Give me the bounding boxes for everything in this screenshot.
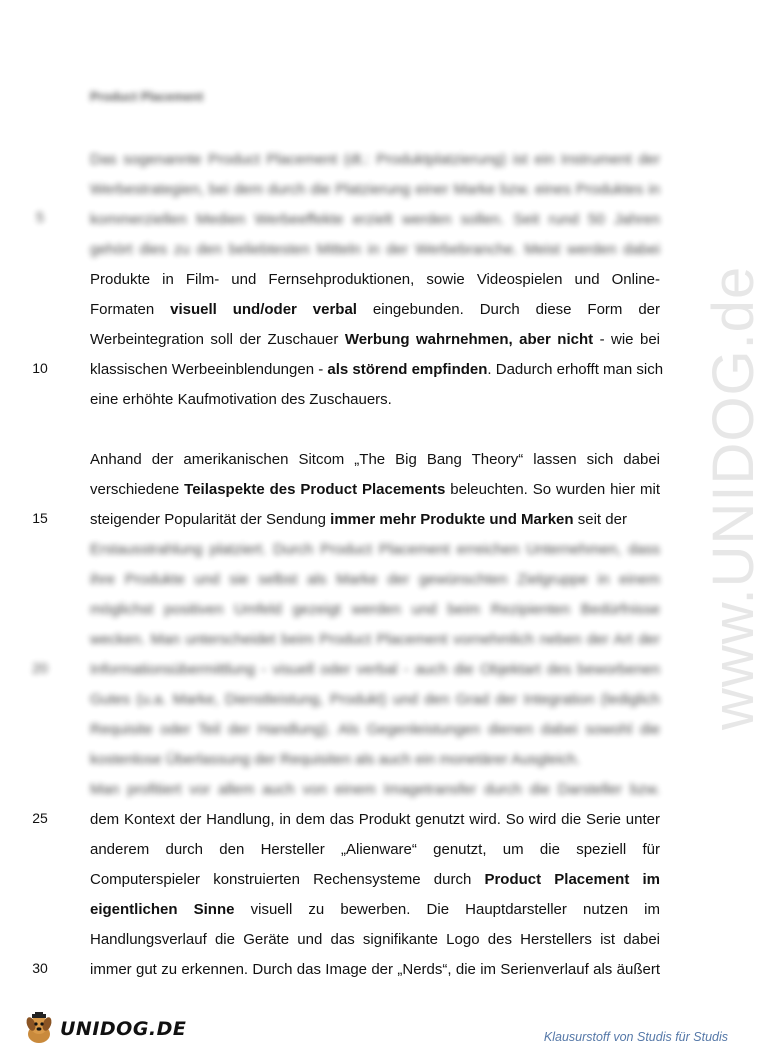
line-number-10: 10 [32, 360, 48, 376]
text-line: Requisite oder Teil der Handlung). Als Gegenleistungen dienen dabei sowohl die [90, 721, 660, 738]
emphasis-text: Product Placement im [484, 871, 660, 888]
text-line: Computerspieler konstruierten Rechensysteme durch Product Placement im [90, 871, 660, 888]
emphasis-text: als störend empfinden [327, 361, 488, 378]
line-number-25: 25 [32, 810, 48, 826]
emphasis-text: immer mehr Produkte und Marken [330, 511, 574, 528]
text-line: immer gut zu erkennen. Durch das Image der „Nerds“, die im Serienverlauf als äußert [90, 961, 660, 978]
footer-slogan: Klausurstoff von Studis für Studis [543, 1030, 728, 1044]
paragraph-1-blurred [90, 145, 660, 265]
text-line: anderem durch den Hersteller „Alienware“ genutzt, um die speziell für [90, 841, 660, 858]
line-number-15: 15 [32, 510, 48, 526]
line-number-30: 30 [32, 960, 48, 976]
text-line: verschiedene Teilaspekte des Product Placements beleuchten. So wurden hier mit [90, 481, 661, 498]
text-line: wecken. Man unterscheidet beim Product Placement vornehmlich neben der Art der [90, 631, 660, 648]
text-line: eine erhöhte Kaufmotivation des Zuschauers. [90, 391, 392, 408]
text-line: Informationsübermittlung - visuell oder verbal - auch die Objektart des beworbenen [90, 661, 660, 678]
text-line: steigender Popularität der Sendung immer mehr Produkte und Marken seit der [90, 511, 627, 528]
emphasis-text: Werbung wahrnehmen, aber nicht [344, 331, 594, 348]
paragraph-3 [90, 805, 660, 985]
line-number-5: 5 [36, 209, 44, 225]
text-line: kostenlose Überlassung der Requisiten als auch ein monetärer Ausgleich. [90, 751, 581, 768]
text-line: Erstausstrahlung platziert. Durch Product Placement erreichen Unternehmen, dass [90, 541, 660, 558]
paragraph-1 [90, 265, 664, 415]
text-line: ihre Produkte und sie selbst als Marke der gewünschten Zielgruppe in einem [90, 571, 660, 588]
text-line: Das sogenannte Product Placement (dt.: Produktplatzierung) ist ein Instrument der [90, 151, 660, 168]
emphasis-text: eigentlichen Sinne [90, 901, 235, 918]
text-line: möglichst positiven Umfeld gezeigt werden und beim Rezipienten Bedürfnisse [90, 601, 660, 618]
text-line: Man profitiert vor allem auch von einem Imagetransfer durch die Darsteller bzw. [90, 781, 660, 798]
text-line: Werbestrategien, bei dem durch die Platzierung einer Marke bzw. eines Produktes in [90, 181, 660, 198]
paragraph-2 [90, 445, 660, 535]
text-line: Produkte in Film- und Fernsehproduktionen, sowie Videospielen und Online- [90, 271, 660, 288]
paragraph-2-blurred [90, 535, 660, 805]
text-line: Formaten visuell und/oder verbal eingebunden. Durch diese Form der [90, 301, 661, 318]
text-line: gehört dies zu den beliebtesten Mitteln in der Werbebranche. Meist werden dabei [90, 241, 660, 258]
page-title: Product Placement [90, 90, 204, 104]
text-line: Anhand der amerikanischen Sitcom „The Big Bang Theory“ lassen sich dabei [90, 451, 660, 468]
text-line: Handlungsverlauf die Geräte und das signifikante Logo des Herstellers ist dabei [90, 931, 660, 948]
emphasis-text: visuell und/oder verbal [170, 301, 357, 318]
text-line: Werbeintegration soll der Zuschauer Werbung wahrnehmen, aber nicht - wie bei [90, 331, 660, 348]
watermark: www.UNIDOG.de [701, 265, 766, 730]
emphasis-text: Teilaspekte des Product Placements [184, 481, 446, 498]
dog-mascot-icon [22, 1012, 56, 1046]
text-line: dem Kontext der Handlung, in dem das Produkt genutzt wird. So wird die Serie unter [90, 811, 660, 828]
unidog-logo[interactable] [22, 1012, 186, 1046]
text-line: Gutes (u.a. Marke, Dienstleistung, Produkt) und den Grad der Integration (lediglich [90, 691, 660, 708]
text-line: eigentlichen Sinne visuell zu bewerben. Die Hauptdarsteller nutzen im [90, 901, 660, 918]
text-line: kommerziellen Medien Werbeeffekte erzielt werden sollen. Seit rund 50 Jahren [90, 211, 660, 228]
line-number-20: 20 [32, 660, 48, 676]
text-line: klassischen Werbeeinblendungen - als störend empfinden. Dadurch erhofft man sich [90, 361, 664, 378]
logo-text: UNIDOG.DE [60, 1018, 187, 1040]
